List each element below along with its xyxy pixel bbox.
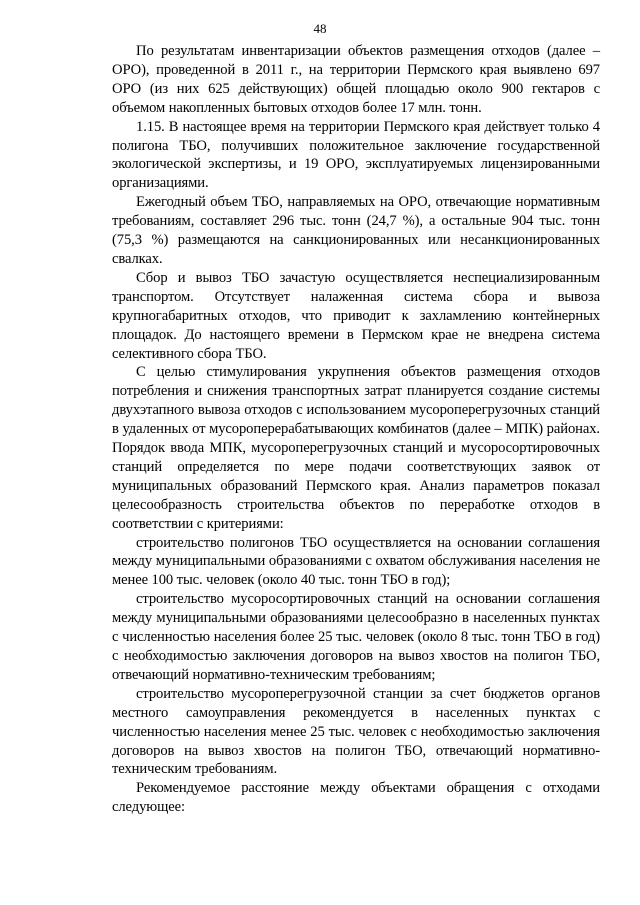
paragraph-consolidation: С целью стимулирования укрупнения объектов размещения отходов потребления и снижения транспортных затрат планируется создание системы двухэтапного вывоза отходов с использованием мусороперегрузочных станций в удаленных от мусороперерабатывающих комбинатов (далее – МПК) районах. Порядок ввода МПК, мусороперегрузочных станций и мусоросортировочных станций определяется по мере подачи соответствующих заявок от муниципальных образований Пермского края. Анализ параметров показал целесообразность строительства объектов по переработке отходов в соответствии с критериями: — [112, 364, 600, 532]
paragraph-criterion-transfer: строительство мусороперегрузочной станции за счет бюджетов органов местного самоуправления рекомендуется в населенных пунктах с численностью населения менее 25 тыс. человек с необходимостью заключения договоров на вывоз хвостов на полигон ТБО, отвечающий нормативно-техническим требованиям. — [112, 685, 600, 778]
paragraph-distance: Рекомендуемое расстояние между объектами обращения с отходами следующее: — [112, 780, 600, 816]
document-body — [112, 42, 600, 817]
paragraph-criterion-landfills: строительство полигонов ТБО осуществляется на основании соглашения между муниципальными образованиями с охватом обслуживания населения не менее 100 тыс. человек (около 40 тыс. тонн ТБО в год); — [112, 534, 600, 589]
paragraph-collection: Сбор и вывоз ТБО зачастую осуществляется неспециализированным транспортом. Отсутствует налаженная система сбора и вывоза крупногабаритных отходов, что приводит к захламлению контейнерных площадок. До настоящего времени в Пермском крае не внедрена система селективного сбора ТБО. — [112, 269, 600, 362]
paragraph-inventory: По результатам инвентаризации объектов размещения отходов (далее – ОРО), проведенной в 2011 г., на территории Пермского края выявлено 697 ОРО (из них 625 действующих) общей площадью около 900 гектаров с объемом накопленных бытовых отходов более 17 млн. тонн. — [112, 43, 600, 116]
paragraph-criterion-sorting: строительство мусоросортировочных станций на основании соглашения между муниципальными образованиями целесообразно в населенных пунктах с численностью населения более 25 тыс. человек (около 8 тыс. тонн ТБО в год) с необходимостью заключения договоров на вывоз хвостов на полигон ТБО, отвечающий нормативно-техническим требованиям; — [112, 591, 600, 683]
paragraph-annual-volume: Ежегодный объем ТБО, направляемых на ОРО, отвечающие нормативным требованиям, составляет 296 тыс. тонн (24,7 %), а остальные 904 тыс. тонн (75,3 %) размещаются на санкционированных или несанкционированных свалках. — [112, 194, 600, 267]
paragraph-landfills: 1.15. В настоящее время на территории Пермского края действует только 4 полигона ТБО, получивших положительное заключение государственной экологической экспертизы, и 19 ОРО, эксплуатируемых лицензированными организациями. — [112, 118, 600, 192]
page-number: 48 — [313, 21, 327, 36]
